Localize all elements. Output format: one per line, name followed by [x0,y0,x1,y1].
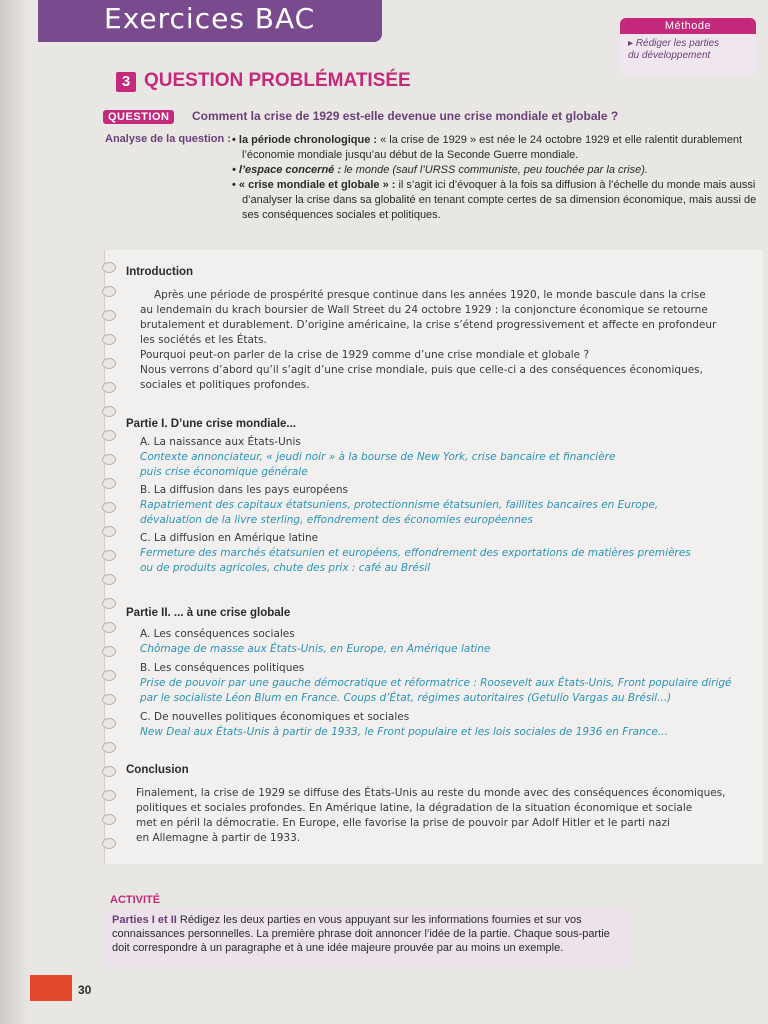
activite-box [106,909,630,967]
binder-hole [102,550,116,561]
analyse-list [232,133,762,223]
analyse-item-key: • l’espace concerné : [232,164,342,176]
methode-text [620,34,756,62]
subpart-title: C. La diffusion en Amérique latine [140,532,319,544]
part2-heading: Partie II. ... à une crise globale [126,607,291,619]
text-line: ou de produits agricoles, chute des prix : café au Brésil [140,562,431,574]
binder-hole [102,694,116,705]
activite-label: ACTIVITÉ [110,894,161,906]
binder-hole [102,814,116,825]
text-line: brutalement et durablement. D’origine américaine, la crise s’étend progressivement et affecte en profondeur [140,319,717,331]
binder-hole [102,454,116,465]
binder-hole [102,286,116,297]
text-line: politiques et sociales profondes. En Amérique latine, la dégradation de la situation économique et sociale [136,802,693,814]
methode-line-2: du développement [628,50,711,61]
binder-hole [102,406,116,417]
analyse-item-text: le monde (sauf l’URSS communiste, peu touchée par la crise). [341,164,648,176]
page-tab-marker [30,975,72,1001]
activite-text: Rédigez les deux parties en vous appuyant sur les informations fournies et sur vos connaissances personnelles. La première phrase doit annoncer l’idée de la partie. Chaque sous-partie doit correspondre à un paragraphe et à une idée majeure prouvée par au moins un exemple. [112,914,610,954]
text-line: Contexte annonciateur, « jeudi noir » à la bourse de New York, crise bancaire et financière [140,451,616,463]
text-line: les sociétés et les États. [140,334,267,346]
subpart-title: C. De nouvelles politiques économiques et sociales [140,711,410,723]
binder-hole [102,670,116,681]
binder-hole [102,526,116,537]
analyse-item [232,178,762,223]
part1-content [140,435,760,576]
text-line: en Allemagne à partir de 1933. [136,832,301,844]
text-line: au lendemain du krach boursier de Wall Street du 24 octobre 1929 : la conjoncture économique se retourne [140,304,708,316]
text-line: puis crise économique générale [140,466,308,478]
binder-hole [102,574,116,585]
binder-hole [102,646,116,657]
text-line: Après une période de prospérité presque continue dans les années 1920, le monde bascule dans la crise [154,289,706,301]
text-line: par le socialiste Léon Blum en France. Coups d’État, régimes autoritaires (Getulio Vargas au Brésil...) [140,692,672,704]
analyse-item-key: • la période chronologique : [232,134,378,146]
conclusion-paragraph [136,786,756,846]
subpart-title: B. Les conséquences politiques [140,662,305,674]
part2-content [140,627,760,740]
conclusion-heading: Conclusion [126,764,189,776]
binder-hole [102,502,116,513]
text-line: Fermeture des marchés étatsunien et européens, effondrement des exportations de matières premières [140,547,691,559]
section-number: 3 [116,72,136,92]
binder-hole [102,622,116,633]
introduction-paragraph [140,288,760,393]
section-title: QUESTION PROBLÉMATISÉE [144,70,411,91]
analyse-item [232,133,762,163]
text-line: sociales et politiques profondes. [140,379,310,391]
introduction-heading: Introduction [126,266,194,278]
question-text: Comment la crise de 1929 est-elle devenue une crise mondiale et globale ? [192,109,619,123]
binder-hole [102,718,116,729]
methode-title: Méthode [620,18,756,34]
binder-hole [102,430,116,441]
analyse-label: Analyse de la question : [105,133,231,145]
binder-hole [102,838,116,849]
activite-parts-label: Parties I et II [112,914,177,926]
binder-hole [102,478,116,489]
binder-hole [102,766,116,777]
analyse-item-text: « la crise de 1929 » est née le 24 octobre 1929 et elle ralentit durablement l’économie mondiale jusqu’au début de la Seconde Guerre mondiale. [242,134,743,161]
part1-heading: Partie I. D’une crise mondiale... [126,418,297,430]
text-line: New Deal aux États-Unis à partir de 1933, le Front populaire et les lois sociales de 1936 en France... [140,726,668,738]
text-line: Nous verrons d’abord qu’il s’agit d’une crise mondiale, puis que celle-ci a des conséquences économiques, [140,364,703,376]
banner-title: Exercices BAC [104,2,316,35]
binder-hole [102,598,116,609]
text-line: Pourquoi peut-on parler de la crise de 1929 comme d’une crise mondiale et globale ? [140,349,590,361]
analyse-item-key: • « crise mondiale et globale » : [232,179,396,191]
binder-hole [102,742,116,753]
binder-hole [102,790,116,801]
methode-line-1: Rédiger les parties [635,38,720,49]
binder-hole [102,382,116,393]
subpart-title: A. La naissance aux États-Unis [140,436,301,448]
page-binding-shadow [0,0,30,1024]
analyse-item-text: il s’agit ici d’évoquer à la fois sa diffusion à l’échelle du monde mais aussi d’analyser la crise dans sa globalité en tenant compte certes de sa dimension économique, mais aussi de ses conséquences sociales et politiques. [242,179,757,221]
methode-box [620,18,756,74]
binder-hole [102,358,116,369]
text-line: Prise de pouvoir par une gauche démocratique et réformatrice : Roosevelt aux États-Unis, Front populaire dirigé [140,677,732,689]
text-line: Finalement, la crise de 1929 se diffuse des États-Unis au reste du monde avec des conséquences économiques, [136,787,726,799]
header-banner [38,0,382,42]
question-tag: QUESTION [103,110,174,124]
page-number: 30 [78,983,92,997]
arrow-right-icon: ▸ [628,38,634,49]
binder-hole [102,334,116,345]
analyse-item [232,163,762,178]
subpart-title: A. Les conséquences sociales [140,628,295,640]
text-line: dévaluation de la livre sterling, effondrement des économies européennes [140,514,533,526]
binder-hole [102,310,116,321]
binder-hole [102,262,116,273]
text-line: met en péril la démocratie. En Europe, elle favorise la prise de pouvoir par Adolf Hitler et le parti nazi [136,817,670,829]
text-line: Chômage de masse aux États-Unis, en Europe, en Amérique latine [140,643,491,655]
text-line: Rapatriement des capitaux étatsuniens, protectionnisme étatsunien, faillites bancaires en Europe, [140,499,659,511]
subpart-title: B. La diffusion dans les pays européens [140,484,348,496]
